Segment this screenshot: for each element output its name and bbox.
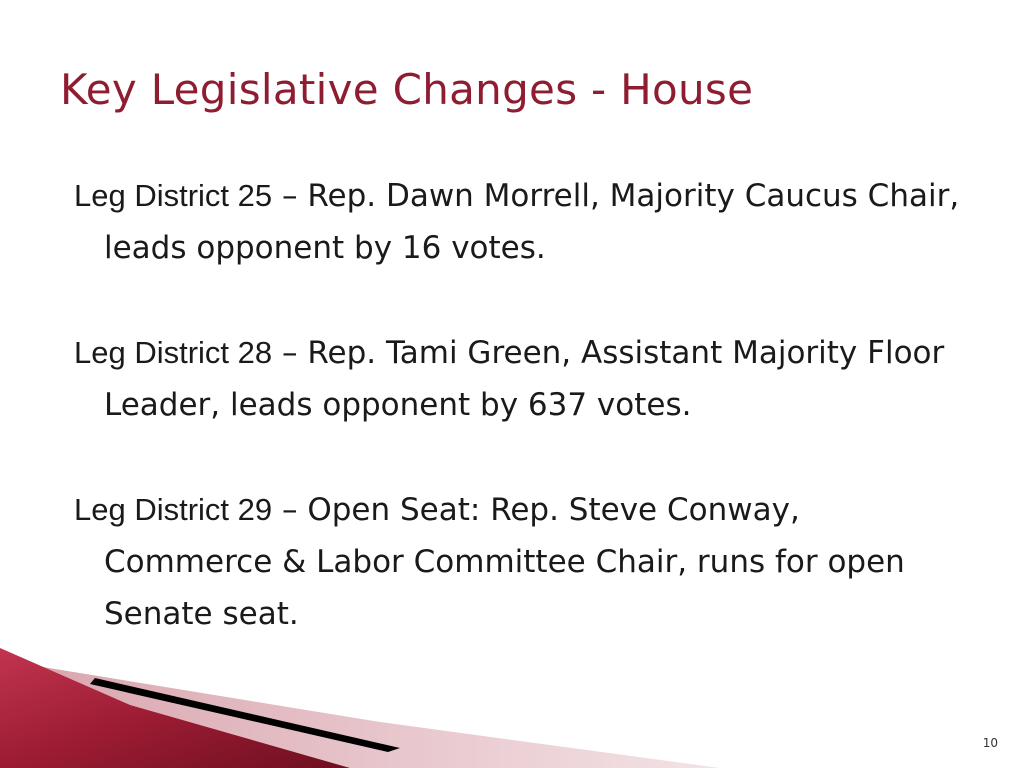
district-label: Leg District 28 xyxy=(74,335,273,370)
district-description: – Open Seat: Rep. Steve Conway, Commerce & Labor Committee Chair, runs for open Senate seat. xyxy=(104,492,905,632)
district-label: Leg District 25 xyxy=(74,178,273,213)
district-label: Leg District 29 xyxy=(74,492,273,527)
slide-title: Key Legislative Changes - House xyxy=(60,65,754,114)
page-number: 10 xyxy=(982,736,998,750)
district-description: – Rep. Tami Green, Assistant Majority Floor Leader, leads opponent by 637 votes. xyxy=(104,335,945,423)
district-description: – Rep. Dawn Morrell, Majority Caucus Chair, leads opponent by 16 votes. xyxy=(104,178,960,266)
